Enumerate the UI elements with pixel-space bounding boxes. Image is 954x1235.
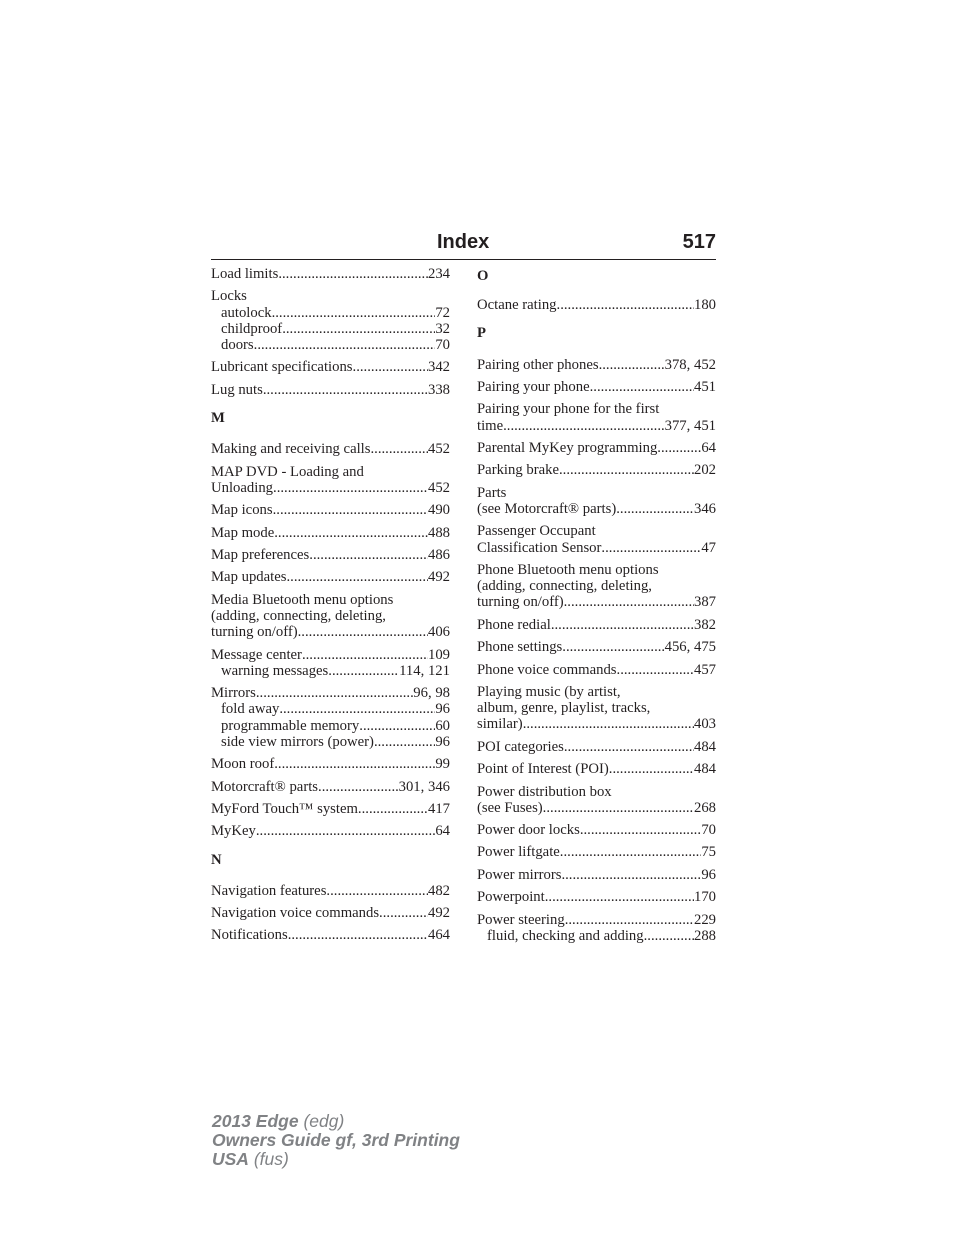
index-entry-line bbox=[211, 464, 450, 480]
index-entry-line bbox=[211, 359, 450, 375]
entry-term: side view mirrors (power) bbox=[221, 733, 374, 750]
index-subentry bbox=[211, 337, 450, 353]
dot-leader bbox=[288, 927, 428, 943]
index-entry bbox=[477, 379, 716, 395]
index-entry bbox=[477, 297, 716, 313]
index-subentry bbox=[211, 305, 450, 321]
index-entry-line bbox=[211, 288, 450, 304]
entry-page-ref: 170 bbox=[693, 889, 716, 906]
page-title: Index bbox=[437, 231, 490, 253]
index-entry bbox=[477, 639, 716, 655]
index-entry bbox=[477, 739, 716, 755]
entry-term: Classification Sensor bbox=[477, 539, 602, 556]
dot-leader bbox=[328, 663, 399, 679]
entry-page-ref: 96 bbox=[435, 701, 450, 718]
entry-term: Parts bbox=[477, 484, 507, 501]
entry-page-ref: 456, 475 bbox=[664, 639, 716, 656]
index-entry-line bbox=[477, 418, 716, 434]
entry-term: Map preferences bbox=[211, 546, 310, 563]
dot-leader bbox=[561, 867, 701, 883]
entry-page-ref: 451 bbox=[693, 379, 716, 395]
dot-leader bbox=[263, 382, 428, 398]
entry-term: Phone Bluetooth menu options bbox=[477, 561, 659, 578]
index-entry-line bbox=[477, 800, 716, 816]
entry-term: album, genre, playlist, tracks, bbox=[477, 700, 651, 717]
index-entry-line bbox=[211, 801, 450, 817]
entry-page-ref: 484 bbox=[693, 761, 716, 778]
entry-page-ref: 70 bbox=[701, 822, 716, 839]
entry-page-ref: 457 bbox=[693, 661, 716, 678]
index-subentry bbox=[211, 718, 450, 734]
entry-term: Powerpoint bbox=[477, 889, 545, 906]
index-entry-line bbox=[211, 441, 450, 457]
index-entry-line bbox=[477, 379, 716, 395]
dot-leader bbox=[644, 928, 694, 944]
index-entry-line bbox=[477, 739, 716, 755]
entry-page-ref: 484 bbox=[693, 738, 716, 755]
dot-leader bbox=[274, 525, 428, 541]
entry-term: Parental MyKey programming bbox=[477, 439, 658, 456]
entry-page-ref: 464 bbox=[427, 927, 450, 944]
entry-term: Navigation voice commands bbox=[211, 905, 380, 922]
dot-leader bbox=[580, 822, 702, 838]
entry-term: Pairing other phones bbox=[477, 356, 599, 373]
index-entry-line bbox=[477, 594, 716, 610]
dot-leader bbox=[272, 305, 436, 321]
index-entry-line bbox=[477, 822, 716, 838]
dot-leader bbox=[657, 440, 701, 456]
index-entry bbox=[477, 844, 716, 860]
index-entry-line bbox=[477, 297, 716, 313]
index-entry bbox=[211, 359, 450, 375]
entry-page-ref: 47 bbox=[701, 539, 716, 556]
entry-page-ref: 403 bbox=[693, 716, 716, 733]
entry-term: Map icons bbox=[211, 502, 273, 519]
index-entry-line bbox=[477, 662, 716, 678]
index-entry bbox=[211, 382, 450, 398]
entry-page-ref: 288 bbox=[693, 927, 716, 944]
entry-term: Phone redial bbox=[477, 616, 551, 633]
dot-leader bbox=[565, 912, 694, 928]
index-entry-line bbox=[477, 867, 716, 883]
index-entry bbox=[211, 823, 450, 839]
index-entry bbox=[211, 525, 450, 541]
entry-page-ref: 64 bbox=[701, 439, 716, 456]
entry-term: MyFord Touch™ system bbox=[211, 800, 358, 817]
dot-leader bbox=[274, 756, 435, 772]
entry-term: Making and receiving calls bbox=[211, 441, 371, 458]
entry-page-ref: 488 bbox=[427, 524, 450, 541]
index-column-right bbox=[477, 266, 716, 950]
dot-leader bbox=[318, 779, 399, 795]
entry-page-ref: 346 bbox=[693, 500, 716, 517]
dot-leader bbox=[559, 462, 694, 478]
index-entry-line bbox=[211, 883, 450, 899]
index-entry-line bbox=[477, 562, 716, 578]
entry-term: fold away bbox=[221, 701, 280, 718]
index-entry bbox=[477, 462, 716, 478]
dot-leader bbox=[599, 357, 665, 373]
entry-page-ref: 202 bbox=[693, 462, 716, 479]
index-entry bbox=[211, 464, 450, 496]
entry-page-ref: 96, 98 bbox=[413, 685, 450, 702]
dot-leader bbox=[551, 617, 694, 633]
entry-term: Pairing your phone for the first bbox=[477, 401, 660, 418]
dot-leader bbox=[298, 624, 428, 640]
index-entry-line bbox=[211, 779, 450, 795]
index-entry bbox=[477, 401, 716, 433]
index-entry-line bbox=[211, 480, 450, 496]
index-section-letter: P bbox=[477, 325, 486, 342]
index-entry-line bbox=[211, 382, 450, 398]
index-entry-line bbox=[211, 547, 450, 563]
dot-leader bbox=[254, 337, 436, 353]
index-entry-line bbox=[477, 617, 716, 633]
dot-leader bbox=[286, 569, 428, 585]
entry-term: Point of Interest (POI) bbox=[477, 761, 609, 778]
dot-leader bbox=[543, 800, 694, 816]
dot-leader bbox=[353, 359, 428, 375]
dot-leader bbox=[358, 801, 428, 817]
index-entry-line bbox=[477, 700, 716, 716]
index-entry-line bbox=[477, 485, 716, 501]
entry-page-ref: 301, 346 bbox=[398, 778, 450, 795]
page-header bbox=[211, 229, 716, 260]
entry-term: time bbox=[477, 417, 504, 434]
index-entry bbox=[211, 883, 450, 899]
index-entry-line bbox=[477, 401, 716, 417]
dot-leader bbox=[379, 905, 428, 921]
index-entry bbox=[211, 547, 450, 563]
dot-leader bbox=[617, 662, 694, 678]
index-subentry bbox=[211, 321, 450, 337]
index-section-letter: M bbox=[211, 409, 225, 426]
dot-leader bbox=[562, 639, 664, 655]
entry-term: Mirrors bbox=[211, 685, 256, 702]
index-entry bbox=[211, 927, 450, 943]
entry-term: (adding, connecting, deleting, bbox=[477, 578, 652, 595]
entry-term: fluid, checking and adding bbox=[487, 927, 644, 944]
entry-page-ref: 96 bbox=[435, 733, 450, 750]
entry-page-ref: 96 bbox=[701, 866, 716, 883]
index-entry-line bbox=[477, 912, 716, 928]
entry-term: programmable memory bbox=[221, 717, 360, 734]
index-entry-line bbox=[477, 716, 716, 732]
entry-term: autolock bbox=[221, 304, 272, 321]
entry-term: Power liftgate bbox=[477, 844, 560, 861]
entry-term: POI categories bbox=[477, 738, 564, 755]
entry-page-ref: 406 bbox=[427, 624, 450, 641]
index-entry bbox=[477, 889, 716, 905]
entry-term: Lug nuts bbox=[211, 381, 263, 398]
dot-leader bbox=[590, 379, 694, 395]
entry-page-ref: 64 bbox=[435, 823, 450, 840]
index-entry-line bbox=[211, 502, 450, 518]
index-entry-line bbox=[477, 462, 716, 478]
index-entry bbox=[477, 761, 716, 777]
entry-term: Lubricant specifications bbox=[211, 359, 353, 376]
entry-page-ref: 99 bbox=[435, 756, 450, 773]
index-entry bbox=[477, 523, 716, 555]
index-entry-line bbox=[211, 647, 450, 663]
index-entry-line bbox=[211, 266, 450, 282]
index-entry bbox=[211, 647, 450, 679]
entry-page-ref: 70 bbox=[435, 337, 450, 353]
entry-term: Map mode bbox=[211, 524, 275, 541]
entry-page-ref: 452 bbox=[427, 441, 450, 458]
index-entry-line bbox=[211, 927, 450, 943]
index-entry-line bbox=[477, 523, 716, 539]
index-entry bbox=[211, 905, 450, 921]
entry-term: Phone voice commands bbox=[477, 661, 617, 678]
dot-leader bbox=[601, 540, 701, 556]
entry-term: Parking brake bbox=[477, 462, 559, 479]
entry-term: Moon roof bbox=[211, 756, 275, 773]
entry-term: childproof bbox=[221, 320, 283, 337]
index-entry-line bbox=[211, 592, 450, 608]
index-subentry bbox=[211, 734, 450, 750]
entry-term: Power steering bbox=[477, 911, 565, 928]
index-entry bbox=[477, 662, 716, 678]
entry-page-ref: 114, 121 bbox=[399, 662, 450, 679]
entry-term: Phone settings bbox=[477, 639, 563, 656]
entry-term: turning on/off) bbox=[477, 594, 564, 611]
entry-term: Pairing your phone bbox=[477, 379, 590, 395]
index-entry bbox=[477, 784, 716, 816]
entry-term: Passenger Occupant bbox=[477, 523, 596, 540]
entry-term: Octane rating bbox=[477, 297, 557, 314]
dot-leader bbox=[326, 883, 428, 899]
entry-page-ref: 387 bbox=[693, 594, 716, 611]
index-entry-line bbox=[211, 525, 450, 541]
index-entry-line bbox=[477, 578, 716, 594]
entry-page-ref: 382 bbox=[693, 616, 716, 633]
entry-page-ref: 229 bbox=[693, 911, 716, 928]
index-entry-line bbox=[477, 639, 716, 655]
dot-leader bbox=[557, 297, 694, 313]
index-subentry bbox=[211, 701, 450, 717]
entry-page-ref: 490 bbox=[427, 502, 450, 519]
index-subentry bbox=[211, 663, 450, 679]
entry-term: Navigation features bbox=[211, 882, 327, 899]
dot-leader bbox=[374, 734, 435, 750]
entry-term: (adding, connecting, deleting, bbox=[211, 607, 386, 624]
index-entry bbox=[477, 617, 716, 633]
entry-term: warning messages bbox=[221, 662, 329, 679]
entry-term: Map updates bbox=[211, 569, 287, 586]
entry-term: Power door locks bbox=[477, 822, 580, 839]
entry-page-ref: 60 bbox=[435, 717, 450, 734]
index-entry bbox=[477, 357, 716, 373]
index-entry bbox=[211, 685, 450, 750]
entry-page-ref: 492 bbox=[427, 569, 450, 586]
index-entry-line bbox=[211, 608, 450, 624]
dot-leader bbox=[256, 823, 435, 839]
dot-leader bbox=[564, 594, 694, 610]
dot-leader bbox=[503, 418, 664, 434]
index-entry bbox=[477, 867, 716, 883]
dot-leader bbox=[564, 739, 694, 755]
dot-leader bbox=[616, 501, 694, 517]
entry-term: Power mirrors bbox=[477, 866, 562, 883]
footer-line-region: USA (fus) bbox=[212, 1149, 289, 1169]
entry-page-ref: 75 bbox=[701, 844, 716, 861]
entry-term: Playing music (by artist, bbox=[477, 683, 621, 700]
index-entry bbox=[211, 779, 450, 795]
index-entry-line bbox=[477, 684, 716, 700]
entry-page-ref: 72 bbox=[435, 304, 450, 321]
index-entry bbox=[477, 822, 716, 838]
index-entry-line bbox=[211, 823, 450, 839]
index-entry-line bbox=[477, 844, 716, 860]
entry-term: similar) bbox=[477, 716, 523, 733]
entry-term: turning on/off) bbox=[211, 624, 298, 641]
entry-term: MyKey bbox=[211, 823, 256, 840]
footer-line-guide: Owners Guide gf, 3rd Printing bbox=[212, 1130, 460, 1150]
entry-term: Unloading bbox=[211, 479, 274, 496]
entry-page-ref: 378, 452 bbox=[664, 356, 716, 373]
entry-term: (see Fuses) bbox=[477, 799, 543, 816]
index-section-letter: O bbox=[477, 268, 489, 284]
entry-page-ref: 342 bbox=[427, 359, 450, 376]
entry-page-ref: 482 bbox=[427, 882, 450, 899]
page-number: 517 bbox=[682, 231, 716, 253]
entry-term: Locks bbox=[211, 288, 247, 305]
entry-page-ref: 32 bbox=[435, 320, 450, 337]
page-footer bbox=[212, 1112, 460, 1169]
index-entry bbox=[477, 562, 716, 611]
index-entry-line bbox=[211, 624, 450, 640]
dot-leader bbox=[278, 266, 428, 282]
entry-page-ref: 377, 451 bbox=[664, 417, 716, 434]
dot-leader bbox=[523, 716, 694, 732]
dot-leader bbox=[273, 502, 428, 518]
index-entry-line bbox=[477, 440, 716, 456]
entry-page-ref: 109 bbox=[427, 646, 450, 663]
entry-page-ref: 338 bbox=[427, 381, 450, 398]
dot-leader bbox=[309, 547, 428, 563]
entry-page-ref: 492 bbox=[427, 905, 450, 922]
index-entry bbox=[477, 485, 716, 517]
dot-leader bbox=[282, 321, 435, 337]
index-entry bbox=[211, 592, 450, 641]
index-entry-line bbox=[477, 357, 716, 373]
index-section-letter: N bbox=[211, 851, 222, 868]
index-entry bbox=[211, 756, 450, 772]
index-entry bbox=[477, 912, 716, 944]
index-entry bbox=[211, 801, 450, 817]
entry-term: MAP DVD - Loading and bbox=[211, 463, 364, 480]
index-entry-line bbox=[477, 761, 716, 777]
entry-page-ref: 268 bbox=[693, 799, 716, 816]
entry-page-ref: 234 bbox=[427, 266, 450, 282]
dot-leader bbox=[359, 718, 435, 734]
index-entry-line bbox=[477, 540, 716, 556]
dot-leader bbox=[545, 889, 694, 905]
index-entry-line bbox=[211, 569, 450, 585]
index-entry-line bbox=[477, 501, 716, 517]
entry-term: (see Motorcraft® parts) bbox=[477, 500, 617, 517]
index-entry-line bbox=[477, 784, 716, 800]
dot-leader bbox=[279, 701, 435, 717]
entry-page-ref: 486 bbox=[427, 546, 450, 563]
dot-leader bbox=[256, 685, 413, 701]
dot-leader bbox=[370, 441, 428, 457]
index-entry bbox=[477, 440, 716, 456]
index-subentry bbox=[477, 928, 716, 944]
entry-term: Load limits bbox=[211, 266, 279, 282]
index-entry bbox=[211, 502, 450, 518]
index-entry bbox=[211, 569, 450, 585]
entry-term: doors bbox=[221, 337, 254, 353]
index-column-left bbox=[211, 266, 450, 950]
entry-term: Media Bluetooth menu options bbox=[211, 591, 394, 608]
index-entry bbox=[211, 288, 450, 353]
index-entry bbox=[211, 266, 450, 282]
entry-page-ref: 452 bbox=[427, 479, 450, 496]
entry-term: Power distribution box bbox=[477, 783, 612, 800]
entry-term: Motorcraft® parts bbox=[211, 778, 319, 795]
index-entry-line bbox=[477, 889, 716, 905]
entry-term: Notifications bbox=[211, 927, 288, 944]
index-entry-line bbox=[211, 756, 450, 772]
dot-leader bbox=[273, 480, 428, 496]
index-entry bbox=[211, 441, 450, 457]
dot-leader bbox=[560, 844, 702, 860]
entry-page-ref: 417 bbox=[427, 800, 450, 817]
entry-term: Message center bbox=[211, 646, 302, 663]
entry-page-ref: 180 bbox=[693, 297, 716, 314]
footer-line-model: 2013 Edge (edg) bbox=[212, 1111, 345, 1131]
index-entry-line bbox=[211, 685, 450, 701]
dot-leader bbox=[609, 761, 694, 777]
index-entry bbox=[477, 684, 716, 733]
dot-leader bbox=[302, 647, 428, 663]
index-entry-line bbox=[211, 905, 450, 921]
